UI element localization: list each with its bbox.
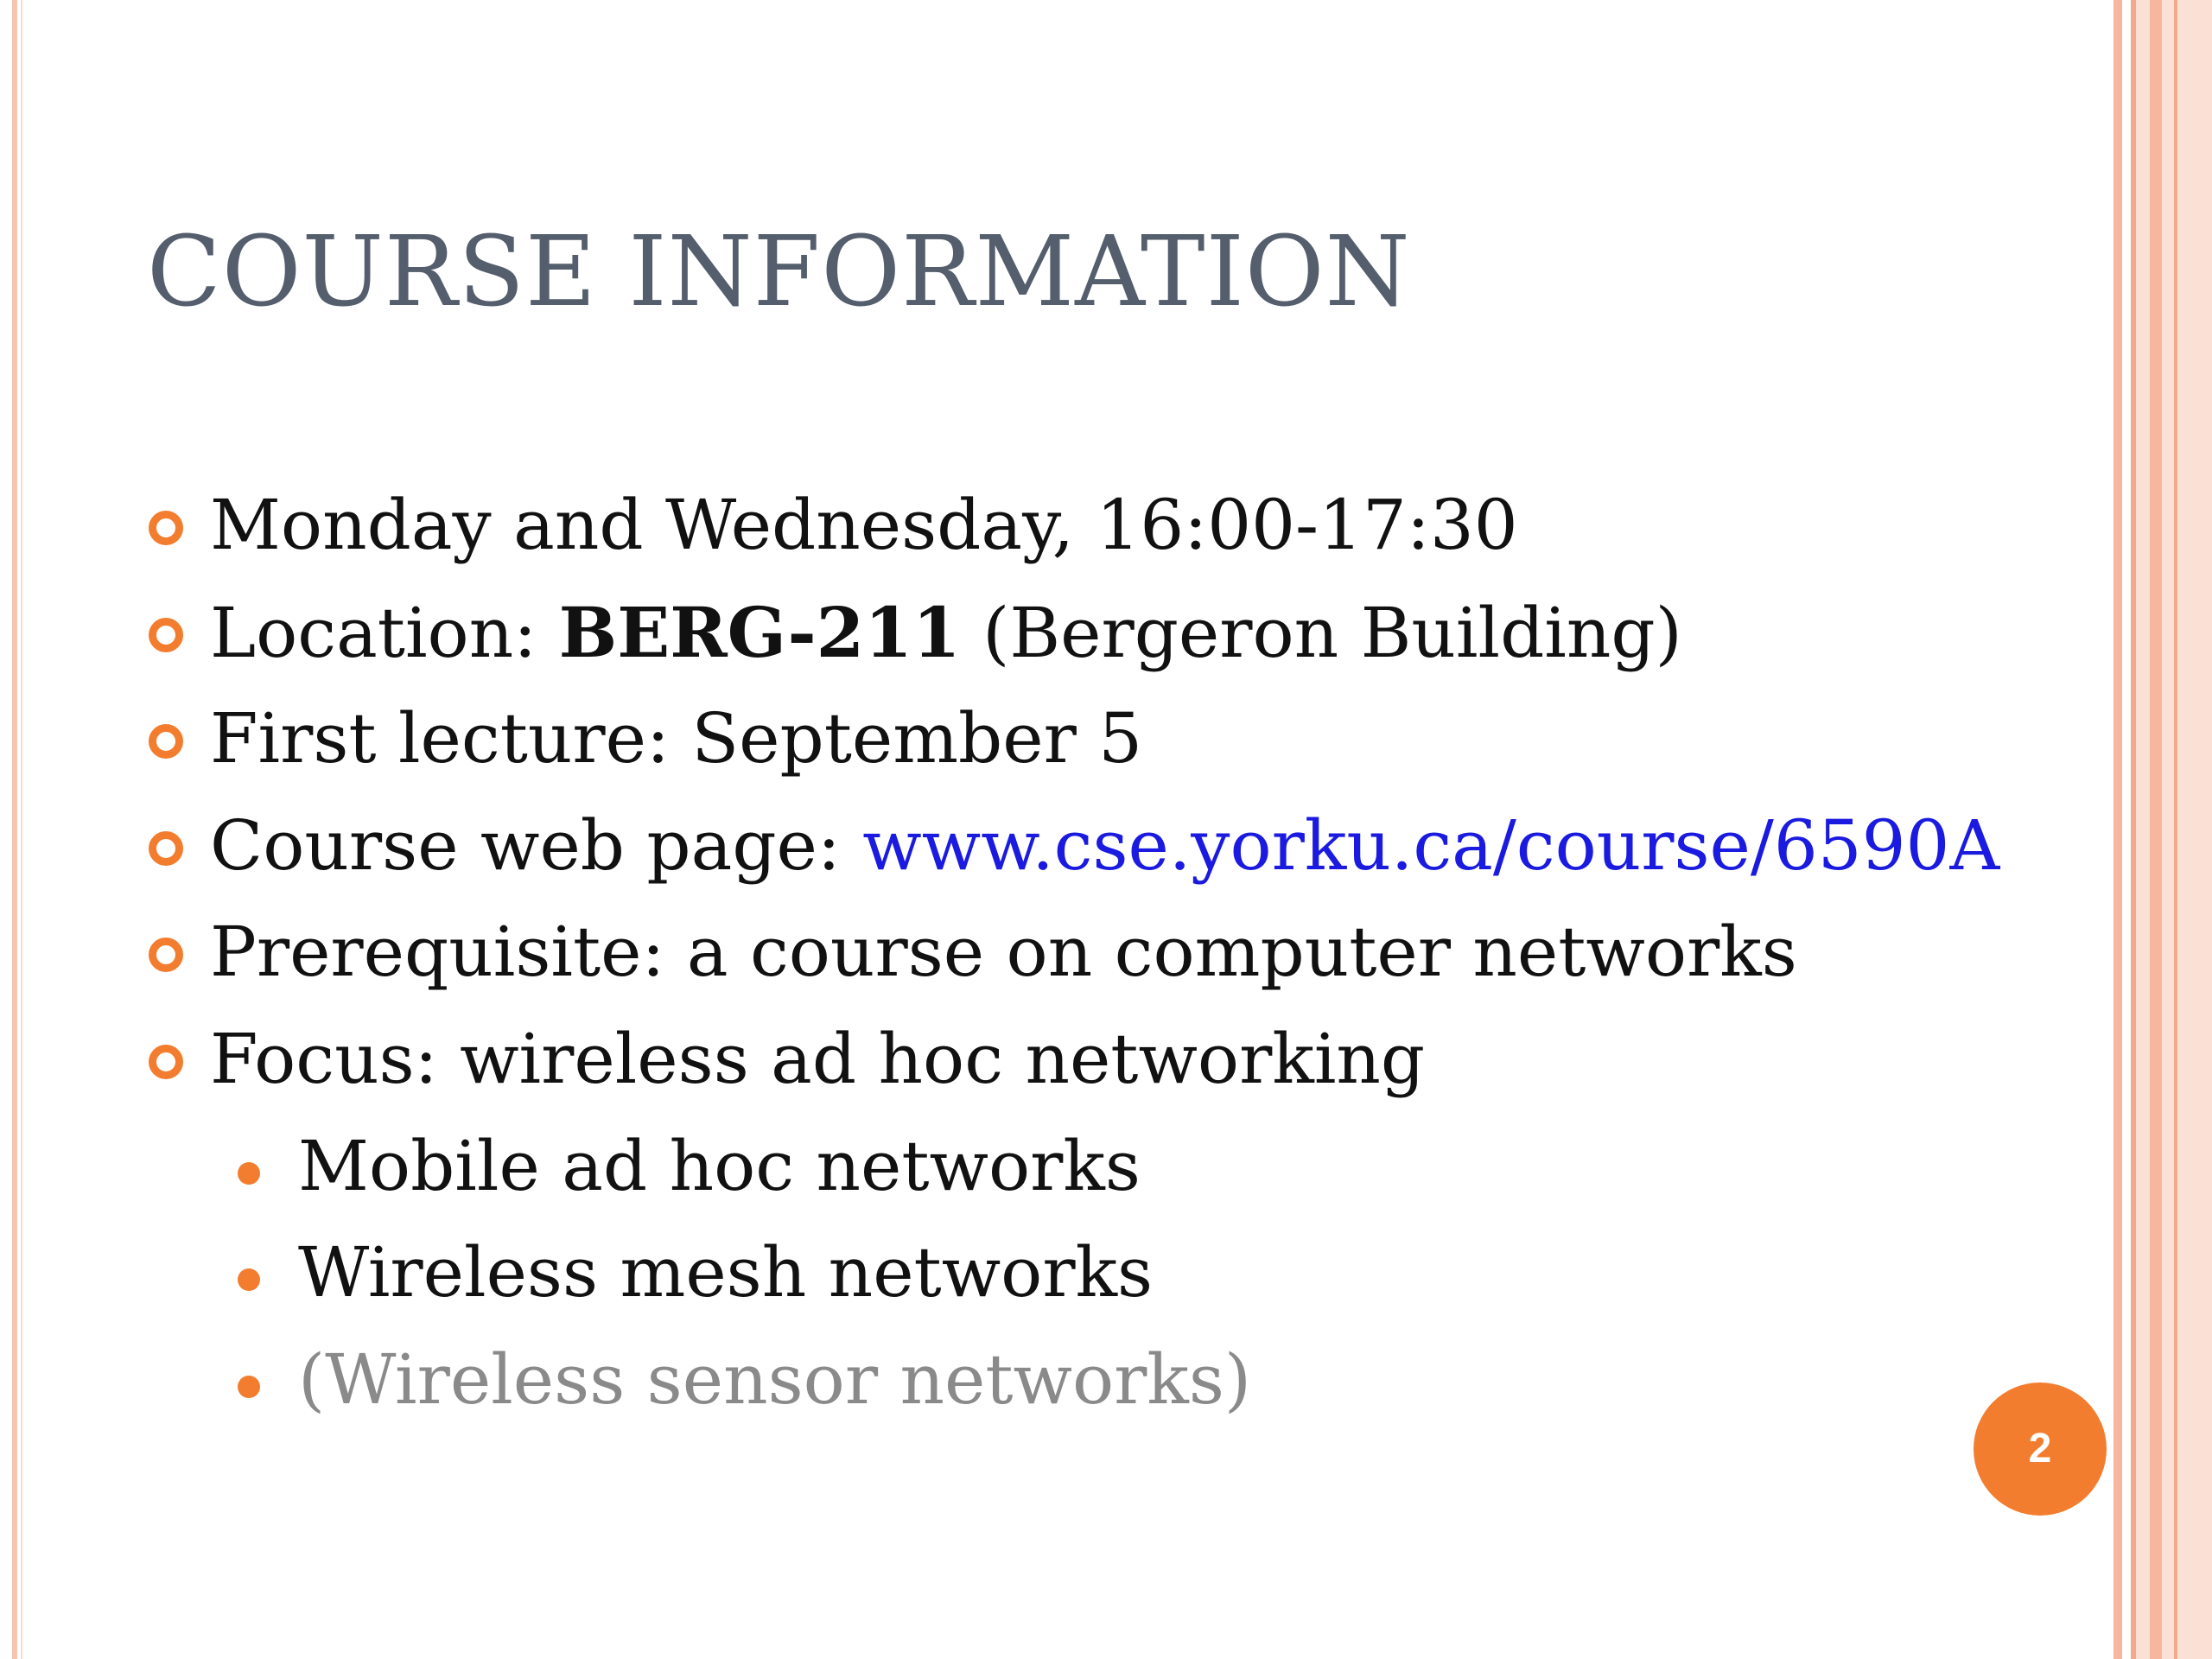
location-label: Location: (210, 592, 559, 673)
bullet-text (210, 581, 1682, 685)
right-border-stripe (2131, 0, 2136, 1659)
bullet-text: First lecture: September 5 (210, 698, 1143, 779)
location-room: BERG-211 (558, 591, 961, 673)
bullet-text: Prerequisite: a course on computer networks (210, 912, 1797, 993)
ring-bullet-icon (149, 724, 183, 759)
bullet-first-lecture (0, 687, 2074, 794)
course-web-link[interactable]: www.cse.yorku.ca/course/6590A (862, 804, 2000, 886)
ring-bullet-icon (149, 938, 183, 972)
bullet-text: Focus: wireless ad hoc networking (210, 1018, 1426, 1099)
sub-bullet-sensor (0, 1328, 2074, 1435)
sub-bullet-mesh (0, 1221, 2074, 1328)
dot-bullet-icon (238, 1162, 260, 1185)
page-number-badge: 2 (1974, 1382, 2107, 1516)
right-border-stripe (2150, 0, 2162, 1659)
location-building: (Bergeron Building) (960, 592, 1682, 673)
bullet-location (0, 581, 2074, 688)
bullet-schedule (0, 474, 2074, 581)
ring-bullet-icon (149, 831, 183, 866)
sub-bullet-text: Mobile ad hoc networks (298, 1125, 1141, 1206)
bullet-prerequisite (0, 900, 2074, 1007)
ring-bullet-icon (149, 1045, 183, 1079)
dot-bullet-icon (238, 1268, 260, 1291)
ring-bullet-icon (149, 511, 183, 545)
right-border-stripe (2174, 0, 2177, 1659)
sub-bullet-text: Wireless mesh networks (298, 1232, 1154, 1313)
dot-bullet-icon (238, 1376, 260, 1398)
bullet-text (210, 794, 1999, 898)
ring-bullet-icon (149, 618, 183, 652)
right-border-stripe (2113, 0, 2122, 1659)
sub-bullet-text: (Wireless sensor networks) (298, 1338, 1252, 1420)
bullet-text: Monday and Wednesday, 16:00-17:30 (210, 485, 1518, 565)
web-label: Course web page: (210, 804, 863, 886)
bullet-focus (0, 1007, 2074, 1115)
bullet-list (0, 474, 2074, 1434)
right-border-band (2131, 0, 2212, 1659)
sub-bullet-mobile (0, 1115, 2074, 1222)
bullet-web-page (0, 794, 2074, 901)
slide-title: COURSE INFORMATION (147, 216, 1411, 328)
